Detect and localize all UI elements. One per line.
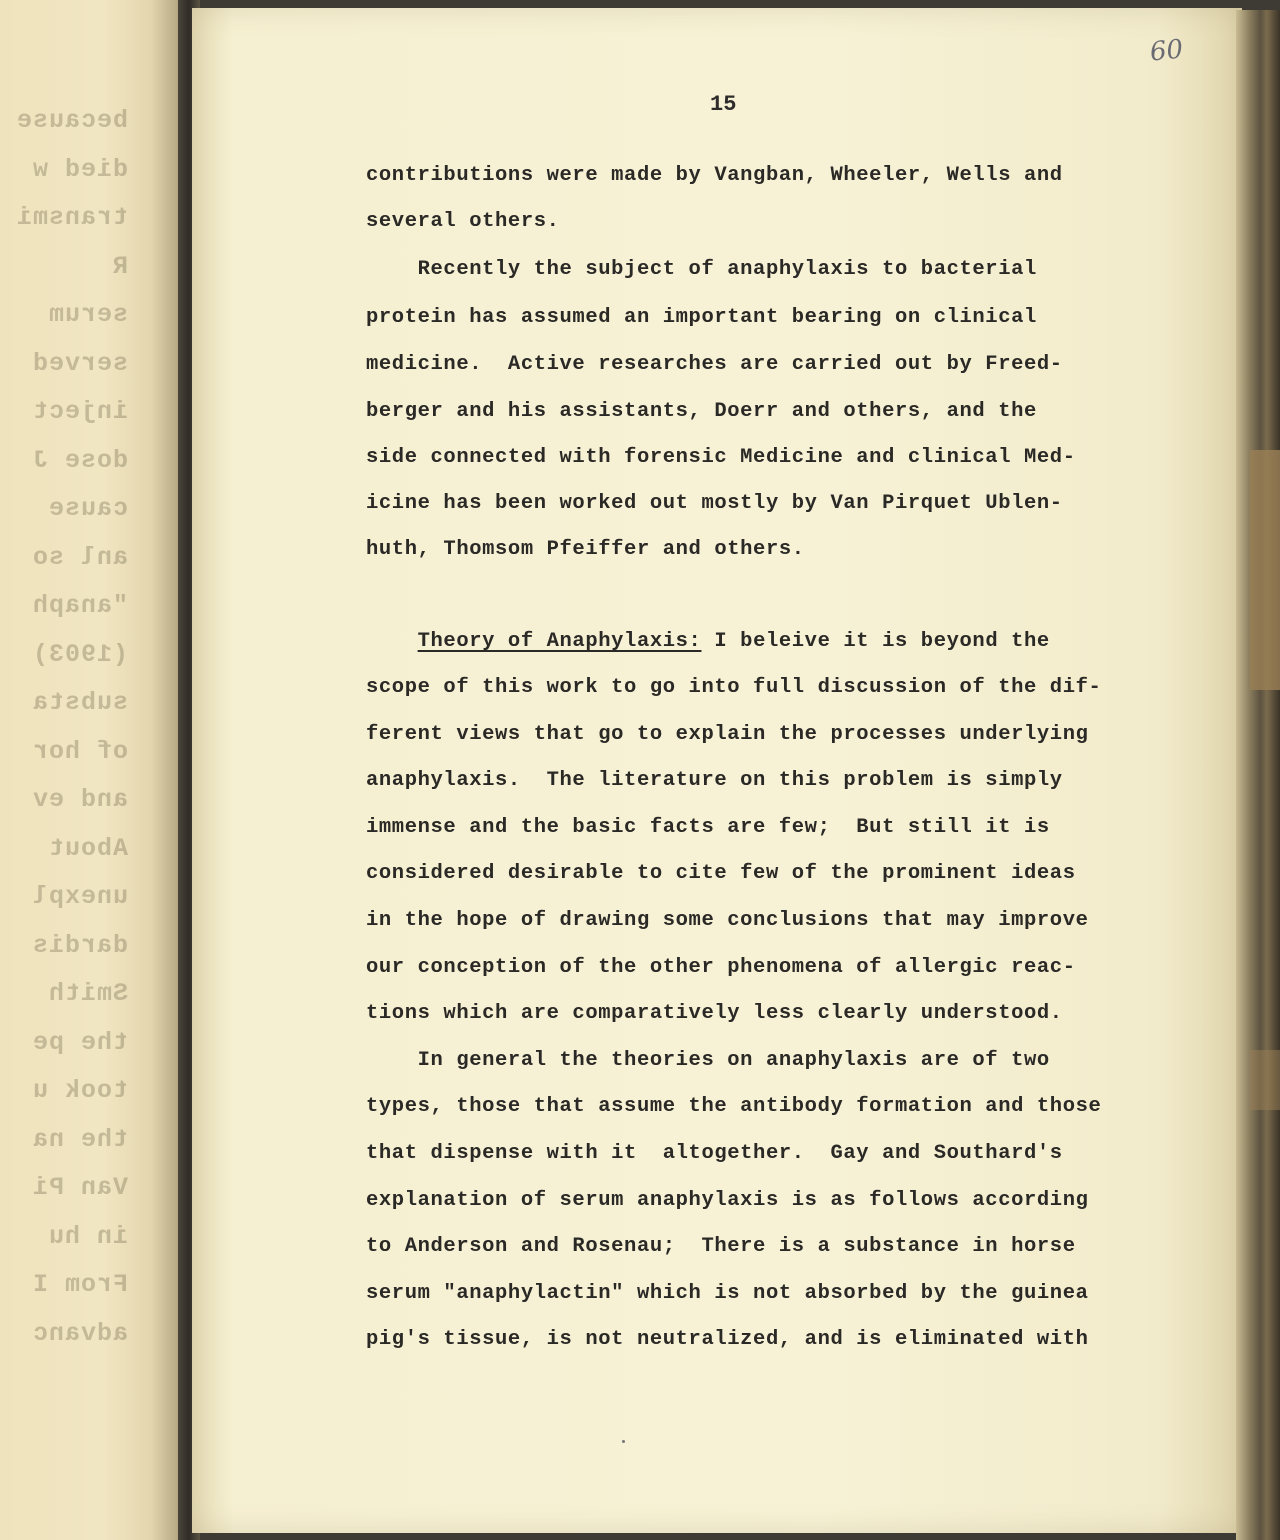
text-line: berger and his assistants, Doerr and others, and the: [366, 400, 1037, 423]
bleed-through-fragment: About: [47, 833, 128, 863]
bleed-through-fragment: "anaph: [31, 591, 128, 620]
handwritten-folio: 60: [1148, 34, 1185, 68]
bleed-through-fragment: substa: [31, 688, 128, 717]
text-line: considered desirable to cite few of the prominent ideas: [366, 862, 1076, 886]
text-line: In general the theories on anaphylaxis are of two: [366, 1048, 1050, 1072]
text-line: side connected with forensic Medicine and clinical Med-: [366, 446, 1076, 469]
bleed-through-fragment: the na: [31, 1124, 128, 1154]
bleed-through-fragment: and ev: [31, 785, 128, 814]
text-line: Recently the subject of anaphylaxis to bacterial: [366, 258, 1037, 281]
text-line: in the hope of drawing some conclusions that may improve: [366, 909, 1089, 932]
text-line: icine has been worked out mostly by Van Pirquet Ublen-: [366, 492, 1063, 515]
page-number: 15: [710, 92, 737, 117]
bleed-through-fragment: transmi: [15, 203, 128, 232]
bleed-through-fragment: because: [15, 106, 128, 135]
text-line: protein has assumed an important bearing on clinical: [366, 306, 1037, 329]
bleed-through-fragment: serum: [47, 300, 128, 329]
bleed-through-fragment: of hor: [31, 736, 128, 766]
text-line: serum "anaphylactin" which is not absorbed by the guinea: [366, 1281, 1089, 1305]
text-line: several others.: [366, 210, 560, 233]
bleed-through-fragment: dardis: [31, 930, 128, 960]
facing-page: [0, 0, 188, 1540]
bleed-through-fragment: advanc: [31, 1318, 128, 1348]
paper-speck: [622, 1440, 625, 1443]
text-line: anaphylaxis. The literature on this problem is simply: [366, 769, 1063, 793]
bleed-through-fragment: took u: [31, 1076, 128, 1105]
heading-line-text: I beleive it is beyond the: [701, 630, 1050, 653]
bleed-through-fragment: the pe: [31, 1027, 128, 1057]
text-line: pig's tissue, is not neutralized, and is eliminated with: [366, 1328, 1089, 1352]
bleed-through-fragment: inject: [31, 397, 128, 426]
text-line: our conception of the other phenomena of allergic reac-: [366, 955, 1076, 979]
text-line: that dispense with it altogether. Gay and Southard's: [366, 1142, 1063, 1165]
bleed-through-fragment: dose J: [31, 445, 128, 475]
text-line: ferent views that go to explain the processes underlying: [366, 722, 1089, 746]
text-line: immense and the basic facts are few; But still it is: [366, 815, 1050, 839]
text-line: types, those that assume the antibody formation and those: [366, 1095, 1102, 1119]
text-line: explanation of serum anaphylaxis is as follows according: [366, 1188, 1089, 1212]
text-line: to Anderson and Rosenau; There is a substance in horse: [366, 1235, 1076, 1259]
bleed-through-fragment: Van Pi: [31, 1173, 128, 1202]
bleed-through-fragment: From I: [31, 1270, 128, 1299]
page-block-edge: [1236, 10, 1280, 1540]
facing-page-bleed-through: [0, 0, 188, 1540]
text-line: medicine. Active researches are carried out by Freed-: [366, 353, 1063, 376]
text-line: scope of this work to go into full discussion of the dif-: [366, 676, 1102, 699]
typed-page: [192, 8, 1242, 1533]
bleed-through-fragment: Smith: [47, 979, 128, 1008]
theory-heading-line: [366, 630, 1050, 653]
bleed-through-fragment: unexpl: [31, 882, 128, 911]
bleed-through-fragment: R: [111, 251, 128, 281]
bleed-through-fragment: cause: [47, 494, 128, 523]
text-line: contributions were made by Vangban, Wheeler, Wells and: [366, 164, 1063, 187]
section-heading: Theory of Anaphylaxis:: [417, 630, 702, 653]
bleed-through-fragment: served: [31, 348, 128, 378]
bleed-through-fragment: anl so: [31, 542, 128, 572]
bleed-through-fragment: died w: [31, 154, 128, 184]
text-line: tions which are comparatively less clearly understood.: [366, 1002, 1063, 1026]
bleed-through-fragment: in hu: [47, 1221, 128, 1251]
text-line: huth, Thomsom Pfeiffer and others.: [366, 538, 805, 561]
bleed-through-fragment: (1903): [31, 639, 128, 669]
